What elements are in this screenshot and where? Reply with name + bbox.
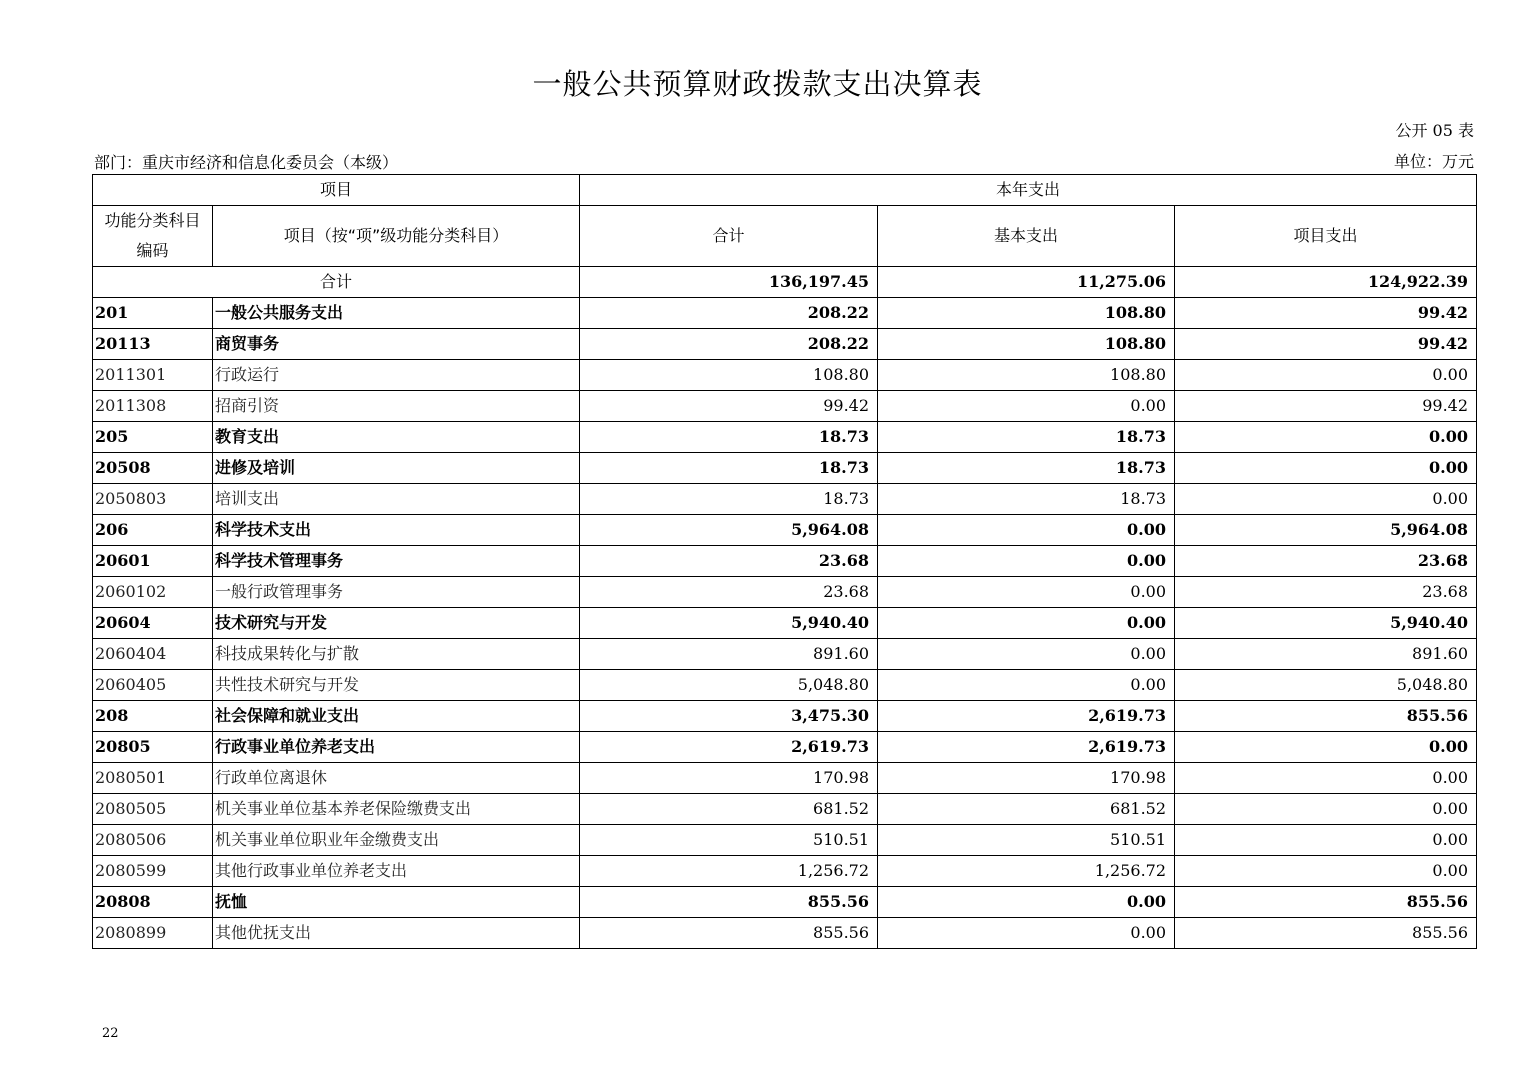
row-name: 培训支出 — [213, 484, 580, 515]
table-row — [93, 887, 1477, 918]
row-name: 科技成果转化与扩散 — [213, 639, 580, 670]
row-total: 23.68 — [580, 577, 878, 608]
row-total: 208.22 — [580, 298, 878, 329]
row-basic: 0.00 — [878, 887, 1175, 918]
row-name: 社会保障和就业支出 — [213, 701, 580, 732]
row-total: 170.98 — [580, 763, 878, 794]
total-sum: 136,197.45 — [580, 267, 878, 298]
row-name: 抚恤 — [213, 887, 580, 918]
row-code: 206 — [93, 515, 213, 546]
row-code: 20805 — [93, 732, 213, 763]
row-code: 2080899 — [93, 918, 213, 949]
row-total: 1,256.72 — [580, 856, 878, 887]
department-label: 部门：重庆市经济和信息化委员会（本级） — [94, 153, 399, 172]
table-row — [93, 577, 1477, 608]
row-code: 20601 — [93, 546, 213, 577]
row-total: 5,048.80 — [580, 670, 878, 701]
row-project: 5,964.08 — [1175, 515, 1477, 546]
total-row — [93, 267, 1477, 298]
row-basic: 18.73 — [878, 453, 1175, 484]
row-name: 其他优抚支出 — [213, 918, 580, 949]
row-total: 23.68 — [580, 546, 878, 577]
row-basic: 0.00 — [878, 577, 1175, 608]
row-basic: 108.80 — [878, 360, 1175, 391]
row-basic: 0.00 — [878, 515, 1175, 546]
row-code: 20604 — [93, 608, 213, 639]
row-code: 2060102 — [93, 577, 213, 608]
row-code: 2060404 — [93, 639, 213, 670]
row-project: 855.56 — [1175, 701, 1477, 732]
row-code: 2080501 — [93, 763, 213, 794]
row-basic: 681.52 — [878, 794, 1175, 825]
row-basic: 170.98 — [878, 763, 1175, 794]
row-project: 855.56 — [1175, 887, 1477, 918]
row-basic: 0.00 — [878, 546, 1175, 577]
row-code: 2060405 — [93, 670, 213, 701]
header-project: 项目 — [93, 175, 580, 206]
row-total: 108.80 — [580, 360, 878, 391]
table-row — [93, 422, 1477, 453]
header-total: 合计 — [580, 206, 878, 267]
row-code: 20808 — [93, 887, 213, 918]
table-row — [93, 794, 1477, 825]
row-project: 0.00 — [1175, 360, 1477, 391]
row-name: 行政运行 — [213, 360, 580, 391]
row-name: 行政事业单位养老支出 — [213, 732, 580, 763]
row-project: 855.56 — [1175, 918, 1477, 949]
row-basic: 1,256.72 — [878, 856, 1175, 887]
table-row — [93, 856, 1477, 887]
row-total: 855.56 — [580, 918, 878, 949]
total-project: 124,922.39 — [1175, 267, 1477, 298]
table-row — [93, 670, 1477, 701]
table-row — [93, 701, 1477, 732]
row-name: 共性技术研究与开发 — [213, 670, 580, 701]
row-project: 0.00 — [1175, 856, 1477, 887]
row-basic: 0.00 — [878, 608, 1175, 639]
row-name: 技术研究与开发 — [213, 608, 580, 639]
row-project: 99.42 — [1175, 329, 1477, 360]
row-basic: 18.73 — [878, 484, 1175, 515]
row-basic: 2,619.73 — [878, 732, 1175, 763]
row-project: 23.68 — [1175, 577, 1477, 608]
row-basic: 2,619.73 — [878, 701, 1175, 732]
row-code: 2011308 — [93, 391, 213, 422]
row-name: 科学技术支出 — [213, 515, 580, 546]
row-project: 23.68 — [1175, 546, 1477, 577]
header-code-line2: 编码 — [136, 241, 169, 260]
total-label: 合计 — [93, 267, 580, 298]
row-total: 5,964.08 — [580, 515, 878, 546]
row-code: 2080505 — [93, 794, 213, 825]
row-basic: 510.51 — [878, 825, 1175, 856]
table-row — [93, 484, 1477, 515]
row-basic: 0.00 — [878, 670, 1175, 701]
row-name: 机关事业单位基本养老保险缴费支出 — [213, 794, 580, 825]
row-project: 891.60 — [1175, 639, 1477, 670]
row-total: 99.42 — [580, 391, 878, 422]
row-project: 0.00 — [1175, 484, 1477, 515]
row-name: 一般行政管理事务 — [213, 577, 580, 608]
table-row — [93, 298, 1477, 329]
row-total: 681.52 — [580, 794, 878, 825]
row-total: 208.22 — [580, 329, 878, 360]
header-code — [93, 206, 213, 267]
table-row — [93, 546, 1477, 577]
row-name: 其他行政事业单位养老支出 — [213, 856, 580, 887]
table-row — [93, 391, 1477, 422]
row-total: 855.56 — [580, 887, 878, 918]
row-name: 教育支出 — [213, 422, 580, 453]
row-total: 891.60 — [580, 639, 878, 670]
row-code: 2050803 — [93, 484, 213, 515]
unit-label: 单位：万元 — [1393, 152, 1474, 171]
header-item-name: 项目（按“项”级功能分类科目） — [213, 206, 580, 267]
row-name: 商贸事务 — [213, 329, 580, 360]
page-title: 一般公共预算财政拨款支出决算表 — [532, 67, 983, 101]
row-project: 0.00 — [1175, 794, 1477, 825]
row-total: 2,619.73 — [580, 732, 878, 763]
header-project-expense: 项目支出 — [1175, 206, 1477, 267]
header-row-1 — [93, 175, 1477, 206]
budget-table — [92, 174, 1477, 949]
row-name: 进修及培训 — [213, 453, 580, 484]
header-basic: 基本支出 — [878, 206, 1175, 267]
row-code: 201 — [93, 298, 213, 329]
table-row — [93, 763, 1477, 794]
row-project: 99.42 — [1175, 391, 1477, 422]
row-project: 0.00 — [1175, 763, 1477, 794]
row-code: 205 — [93, 422, 213, 453]
row-code: 2011301 — [93, 360, 213, 391]
table-row — [93, 608, 1477, 639]
row-basic: 108.80 — [878, 329, 1175, 360]
row-project: 0.00 — [1175, 825, 1477, 856]
row-basic: 0.00 — [878, 639, 1175, 670]
row-basic: 108.80 — [878, 298, 1175, 329]
header-code-line1: 功能分类科目 — [104, 211, 201, 230]
row-project: 0.00 — [1175, 422, 1477, 453]
row-total: 3,475.30 — [580, 701, 878, 732]
row-name: 行政单位离退休 — [213, 763, 580, 794]
row-total: 5,940.40 — [580, 608, 878, 639]
row-name: 一般公共服务支出 — [213, 298, 580, 329]
total-basic: 11,275.06 — [878, 267, 1175, 298]
row-project: 5,940.40 — [1175, 608, 1477, 639]
row-total: 18.73 — [580, 484, 878, 515]
row-code: 20508 — [93, 453, 213, 484]
row-total: 510.51 — [580, 825, 878, 856]
table-row — [93, 732, 1477, 763]
header-current-year: 本年支出 — [580, 175, 1477, 206]
row-code: 208 — [93, 701, 213, 732]
table-row — [93, 639, 1477, 670]
row-project: 5,048.80 — [1175, 670, 1477, 701]
row-name: 科学技术管理事务 — [213, 546, 580, 577]
row-total: 18.73 — [580, 422, 878, 453]
row-project: 0.00 — [1175, 453, 1477, 484]
table-row — [93, 825, 1477, 856]
row-basic: 18.73 — [878, 422, 1175, 453]
row-code: 20113 — [93, 329, 213, 360]
table-row — [93, 453, 1477, 484]
row-total: 18.73 — [580, 453, 878, 484]
table-row — [93, 515, 1477, 546]
table-row — [93, 918, 1477, 949]
table-row — [93, 329, 1477, 360]
page-number: 22 — [102, 1026, 119, 1041]
row-project: 99.42 — [1175, 298, 1477, 329]
row-basic: 0.00 — [878, 918, 1175, 949]
form-number: 公开 05 表 — [1395, 121, 1474, 140]
table-row — [93, 360, 1477, 391]
header-row-2 — [93, 206, 1477, 267]
row-code: 2080506 — [93, 825, 213, 856]
row-name: 机关事业单位职业年金缴费支出 — [213, 825, 580, 856]
row-code: 2080599 — [93, 856, 213, 887]
row-project: 0.00 — [1175, 732, 1477, 763]
row-name: 招商引资 — [213, 391, 580, 422]
row-basic: 0.00 — [878, 391, 1175, 422]
